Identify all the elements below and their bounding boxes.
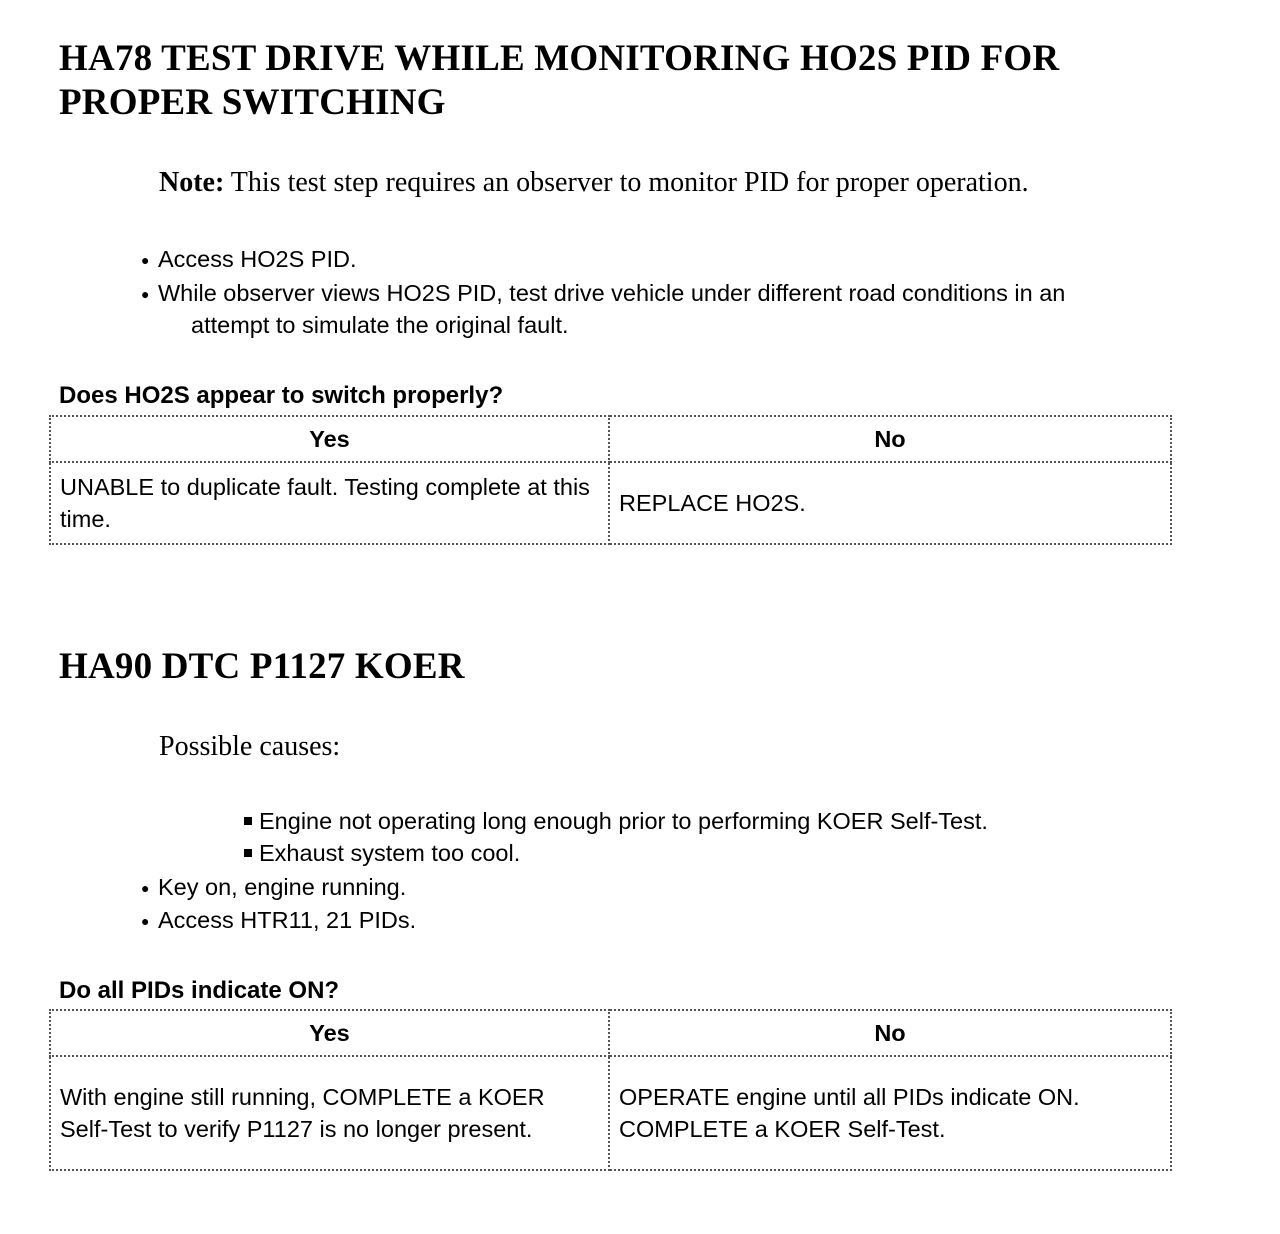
bullet-dot-icon: ● [141, 252, 150, 268]
no-cell: OPERATE engine until all PIDs indicate ON. COMPLETE a KOER Self-Test. [609, 1056, 1171, 1170]
yes-cell: With engine still running, COMPLETE a KOER Self-Test to verify P1127 is no longer present. [50, 1056, 609, 1170]
table-row [50, 1056, 1171, 1170]
bullet-item [141, 871, 406, 904]
square-bullet-icon [244, 849, 252, 857]
yes-cell: UNABLE to duplicate fault. Testing complete at this time. [50, 462, 609, 544]
possible-causes-label: Possible causes: [159, 731, 341, 762]
decision-table-ha90 [49, 1009, 1172, 1171]
bullet-text: Access HTR11, 21 PIDs. [158, 907, 417, 933]
table-header-row [50, 1010, 1171, 1056]
cause-item [244, 837, 520, 869]
bullet-dot-icon: ● [141, 913, 150, 929]
bullet-dot-icon: ● [141, 880, 150, 896]
bullet-text: Access HO2S PID. [158, 246, 357, 272]
no-header: No [609, 416, 1171, 462]
section-title-ha90: HA90 DTC P1127 KOER [59, 646, 465, 687]
no-cell: REPLACE HO2S. [609, 462, 1171, 544]
no-header: No [609, 1010, 1171, 1056]
question-pids-on: Do all PIDs indicate ON? [59, 977, 340, 1004]
section-title-line1: HA78 TEST DRIVE WHILE MONITORING HO2S PID FOR [59, 38, 1060, 79]
bullet-continuation: attempt to simulate the original fault. [191, 312, 569, 338]
note-text: This test step requires an observer to monitor PID for proper operation. [224, 167, 1029, 198]
bullet-text: Key on, engine running. [158, 874, 407, 900]
note-paragraph [159, 166, 1029, 200]
section-title-ha78 [59, 37, 1059, 125]
bullet-text: While observer views HO2S PID, test drive vehicle under different road conditions in an [158, 280, 1066, 306]
bullet-item [141, 904, 416, 937]
note-label: Note: [159, 167, 225, 198]
table-row [50, 462, 1171, 544]
section-title-line2: PROPER SWITCHING [59, 82, 446, 123]
cause-text: Exhaust system too cool. [259, 840, 521, 866]
bullet-item [141, 277, 1065, 310]
question-ho2s-switch: Does HO2S appear to switch properly? [59, 382, 504, 409]
yes-header: Yes [50, 1010, 609, 1056]
square-bullet-icon [244, 817, 252, 825]
cause-item [244, 805, 988, 837]
bullet-dot-icon: ● [141, 286, 150, 302]
bullet-item [141, 243, 357, 276]
yes-header: Yes [50, 416, 609, 462]
table-header-row [50, 416, 1171, 462]
cause-text: Engine not operating long enough prior to performing KOER Self-Test. [259, 808, 988, 834]
decision-table-ha78 [49, 415, 1172, 545]
